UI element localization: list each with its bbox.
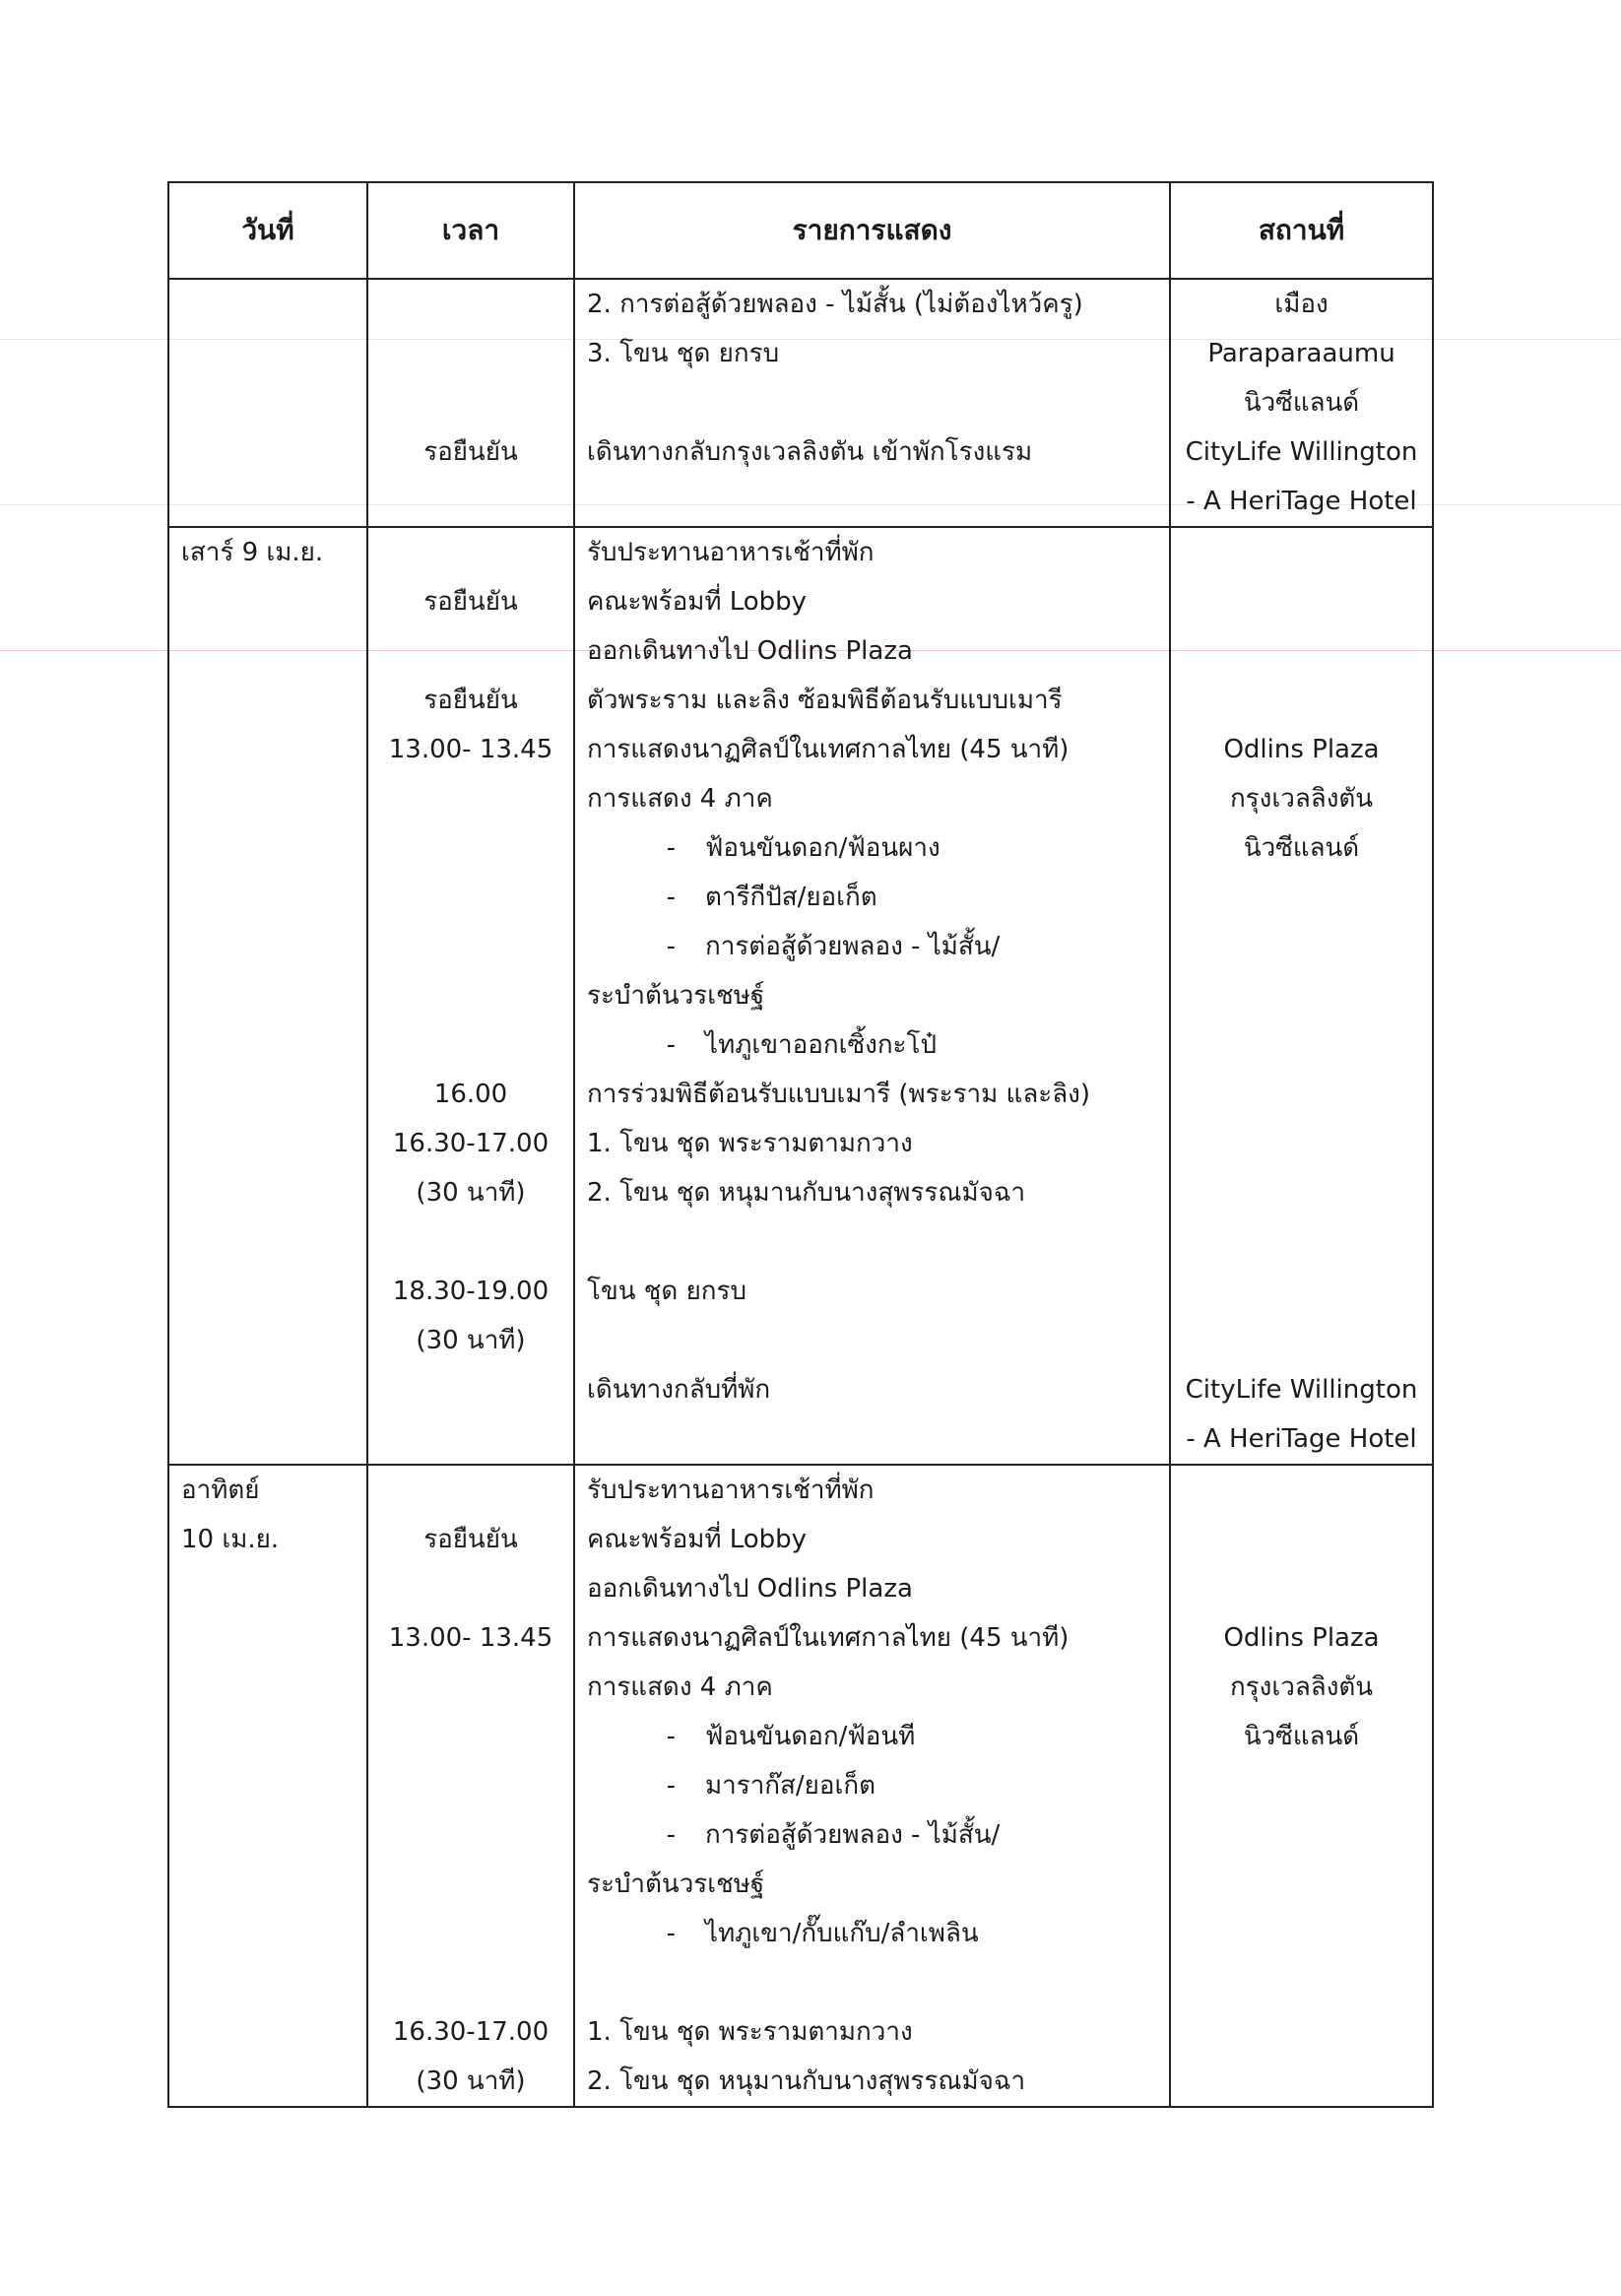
program-sub-item xyxy=(575,823,1169,873)
program-sub-item xyxy=(575,1020,1169,1070)
venue-line: CityLife Willington xyxy=(1185,1375,1418,1405)
date-line xyxy=(169,280,366,329)
program-line xyxy=(575,1070,1169,1119)
venue-line xyxy=(1171,1564,1432,1613)
program-sub-item xyxy=(575,922,1169,971)
program-text: คณะพร้อมที่ Lobby xyxy=(587,587,808,617)
venue-line xyxy=(1171,2007,1432,2057)
time-line xyxy=(368,280,573,329)
date-line: เสาร์ 9 เม.ย. xyxy=(181,538,324,567)
time-line: 16.30-17.00 xyxy=(392,1129,550,1158)
time-line xyxy=(368,873,573,922)
date-line: อาทิตย์ xyxy=(181,1476,260,1505)
program-line xyxy=(575,378,1169,427)
program-line xyxy=(575,1119,1169,1168)
venue-cell xyxy=(1170,527,1433,1465)
bullet-dash: - xyxy=(666,1919,676,1948)
venue-line xyxy=(1171,577,1432,626)
program-line xyxy=(575,528,1169,577)
schedule-table xyxy=(167,181,1434,2108)
program-sub-item xyxy=(575,1761,1169,1810)
program-line xyxy=(575,1663,1169,1712)
program-sub-item xyxy=(575,1909,1169,1958)
venue-line xyxy=(1171,1316,1432,1365)
time-line: รอยืนยัน xyxy=(423,686,518,715)
header-venue: สถานที่ xyxy=(1170,182,1433,279)
program-text: ระบำต้นวรเชษฐ์ xyxy=(587,981,765,1011)
bullet-dash: - xyxy=(666,883,676,912)
program-line xyxy=(575,971,1169,1020)
program-sub-item xyxy=(575,1712,1169,1761)
program-text: 2. โขน ชุด หนุมานกับนางสุพรรณมัจฉา xyxy=(587,1178,1026,1208)
time-line xyxy=(368,378,573,427)
program-text: ไทภูเขาออกเซิ้งกะโป๋ xyxy=(705,1030,937,1060)
program-text: ฟ้อนขันดอก/ฟ้อนที xyxy=(705,1722,916,1751)
venue-line xyxy=(1171,1761,1432,1810)
program-text: การร่วมพิธีต้อนรับแบบเมารี (พระราม และลิง) xyxy=(587,1080,1090,1109)
venue-line: กรุงเวลลิงตัน xyxy=(1229,1673,1374,1702)
program-cell xyxy=(574,279,1170,527)
time-line: 16.30-17.00 xyxy=(392,2017,550,2047)
date-line: 10 เม.ย. xyxy=(181,1525,280,1554)
venue-line xyxy=(1171,922,1432,971)
program-line xyxy=(575,725,1169,774)
venue-line: นิวซีแลนด์ xyxy=(1243,833,1360,863)
venue-line xyxy=(1171,1217,1432,1267)
table-row xyxy=(168,527,1433,1465)
venue-line xyxy=(1171,1860,1432,1909)
venue-line xyxy=(1171,626,1432,676)
program-text: รับประทานอาหารเช้าที่พัก xyxy=(587,1476,875,1505)
time-line xyxy=(368,1860,573,1909)
time-line: 16.00 xyxy=(433,1080,508,1109)
venue-line xyxy=(1171,1909,1432,1958)
program-text: มาราก๊ส/ยอเก็ต xyxy=(705,1771,876,1801)
program-line xyxy=(575,1958,1169,2007)
time-line: รอยืนยัน xyxy=(423,1525,518,1554)
venue-cell xyxy=(1170,1465,1433,2107)
venue-line: CityLife Willington xyxy=(1185,437,1418,467)
venue-line: Odlins Plaza xyxy=(1223,735,1380,764)
program-text: การแสดงนาฏศิลป์ในเทศกาลไทย (45 นาที) xyxy=(587,1623,1070,1653)
time-line xyxy=(368,1466,573,1515)
program-text: 2. โขน ชุด หนุมานกับนางสุพรรณมัจฉา xyxy=(587,2066,1026,2096)
time-line: (30 นาที) xyxy=(416,1178,526,1208)
time-line xyxy=(368,477,573,526)
bullet-dash: - xyxy=(666,932,676,961)
time-line: รอยืนยัน xyxy=(423,437,518,467)
program-line xyxy=(575,1168,1169,1217)
bullet-dash: - xyxy=(666,1771,676,1801)
date-cell xyxy=(168,279,367,527)
header-time: เวลา xyxy=(367,182,574,279)
program-cell xyxy=(574,527,1170,1465)
bullet-dash: - xyxy=(666,1820,676,1850)
program-text: การแสดง 4 ภาค xyxy=(587,784,773,814)
time-line xyxy=(368,1909,573,1958)
venue-line xyxy=(1171,528,1432,577)
time-line: 13.00- 13.45 xyxy=(388,735,553,764)
time-line xyxy=(368,1663,573,1712)
program-line xyxy=(575,2007,1169,2057)
time-line: 18.30-19.00 xyxy=(392,1277,550,1306)
venue-line: นิวซีแลนด์ xyxy=(1243,1722,1360,1751)
time-line: รอยืนยัน xyxy=(423,587,518,617)
bullet-dash: - xyxy=(666,1722,676,1751)
program-text: 1. โขน ชุด พระรามตามกวาง xyxy=(587,2017,913,2047)
program-line xyxy=(575,1217,1169,1267)
time-line xyxy=(368,823,573,873)
venue-line xyxy=(1171,1810,1432,1860)
program-text: 1. โขน ชุด พระรามตามกวาง xyxy=(587,1129,913,1158)
venue-line xyxy=(1171,2057,1432,2106)
program-line xyxy=(575,1515,1169,1564)
program-text: การแสดง 4 ภาค xyxy=(587,1673,773,1702)
header-date: วันที่ xyxy=(168,182,367,279)
program-line xyxy=(575,2057,1169,2106)
bullet-dash: - xyxy=(666,1030,676,1060)
program-text: 3. โขน ชุด ยกรบ xyxy=(587,339,780,368)
program-line xyxy=(575,1564,1169,1613)
program-line xyxy=(575,329,1169,378)
venue-line xyxy=(1171,1168,1432,1217)
program-line xyxy=(575,1365,1169,1414)
time-line xyxy=(368,1414,573,1464)
venue-line: Paraparaaumu xyxy=(1207,339,1395,368)
program-text: การต่อสู้ด้วยพลอง - ไม้สั้น/ xyxy=(705,932,1001,961)
venue-line xyxy=(1171,1267,1432,1316)
time-line xyxy=(368,1365,573,1414)
program-line xyxy=(575,626,1169,676)
date-cell xyxy=(168,527,367,1465)
program-cell xyxy=(574,1465,1170,2107)
table-row xyxy=(168,1465,1433,2107)
time-line xyxy=(368,1761,573,1810)
time-cell xyxy=(367,279,574,527)
time-line xyxy=(368,1020,573,1070)
venue-line: Odlins Plaza xyxy=(1223,1623,1380,1653)
program-text: โขน ชุด ยกรบ xyxy=(587,1277,747,1306)
venue-line xyxy=(1171,1119,1432,1168)
venue-line xyxy=(1171,971,1432,1020)
time-line xyxy=(368,1958,573,2007)
venue-line xyxy=(1171,873,1432,922)
venue-cell xyxy=(1170,279,1433,527)
program-text: ฟ้อนขันดอก/ฟ้อนผาง xyxy=(705,833,940,863)
bullet-dash: - xyxy=(666,833,676,863)
venue-line xyxy=(1171,1070,1432,1119)
program-text: ตารีกีปัส/ยอเก็ต xyxy=(705,883,877,912)
table-header-row xyxy=(168,182,1433,279)
venue-line: นิวซีแลนด์ xyxy=(1243,388,1360,418)
program-text: การต่อสู้ด้วยพลอง - ไม้สั้น/ xyxy=(705,1820,1001,1850)
program-text: ออกเดินทางไป Odlins Plaza xyxy=(587,636,913,666)
program-line xyxy=(575,774,1169,823)
program-text: เดินทางกลับที่พัก xyxy=(587,1375,771,1405)
venue-line: - A HeriTage Hotel xyxy=(1186,1424,1417,1454)
venue-line xyxy=(1171,1958,1432,2007)
venue-line: เมือง xyxy=(1274,290,1329,319)
venue-line xyxy=(1171,1515,1432,1564)
time-line: (30 นาที) xyxy=(416,1326,526,1355)
venue-line xyxy=(1171,676,1432,725)
program-text: 2. การต่อสู้ด้วยพลอง - ไม้สั้น (ไม่ต้องไหว้ครู) xyxy=(587,290,1083,319)
time-line xyxy=(368,922,573,971)
header-program: รายการแสดง xyxy=(574,182,1170,279)
program-line xyxy=(575,1267,1169,1316)
program-text: ไทภูเขา/กั๊บแก๊บ/ลำเพลิน xyxy=(705,1919,979,1948)
time-line xyxy=(368,1217,573,1267)
table-row xyxy=(168,279,1433,527)
program-sub-item xyxy=(575,873,1169,922)
program-text: ออกเดินทางไป Odlins Plaza xyxy=(587,1574,913,1604)
program-text: การแสดงนาฏศิลป์ในเทศกาลไทย (45 นาที) xyxy=(587,735,1070,764)
time-cell xyxy=(367,1465,574,2107)
program-line xyxy=(575,427,1169,477)
program-line xyxy=(575,1860,1169,1909)
venue-line: กรุงเวลลิงตัน xyxy=(1229,784,1374,814)
venue-line xyxy=(1171,1466,1432,1515)
time-line xyxy=(368,1712,573,1761)
time-line xyxy=(368,329,573,378)
time-line xyxy=(368,774,573,823)
time-cell xyxy=(367,527,574,1465)
venue-line: - A HeriTage Hotel xyxy=(1186,487,1417,516)
program-sub-item xyxy=(575,1810,1169,1860)
time-line xyxy=(368,971,573,1020)
time-line: 13.00- 13.45 xyxy=(388,1623,553,1653)
program-line xyxy=(575,577,1169,626)
time-line xyxy=(368,1810,573,1860)
program-text: ระบำต้นวรเชษฐ์ xyxy=(587,1870,765,1899)
venue-line xyxy=(1171,1020,1432,1070)
time-line xyxy=(368,626,573,676)
program-text: รับประทานอาหารเช้าที่พัก xyxy=(587,538,875,567)
program-line xyxy=(575,1316,1169,1365)
program-text: คณะพร้อมที่ Lobby xyxy=(587,1525,808,1554)
program-line xyxy=(575,1414,1169,1464)
program-text: เดินทางกลับกรุงเวลลิงตัน เข้าพักโรงแรม xyxy=(587,437,1033,467)
time-line: (30 นาที) xyxy=(416,2066,526,2096)
program-line xyxy=(575,676,1169,725)
program-line xyxy=(575,1613,1169,1663)
program-line xyxy=(575,477,1169,526)
date-cell xyxy=(168,1465,367,2107)
time-line xyxy=(368,528,573,577)
program-line xyxy=(575,1466,1169,1515)
time-line xyxy=(368,1564,573,1613)
program-line xyxy=(575,280,1169,329)
program-text: ตัวพระราม และลิง ซ้อมพิธีต้อนรับแบบเมารี xyxy=(587,686,1063,715)
